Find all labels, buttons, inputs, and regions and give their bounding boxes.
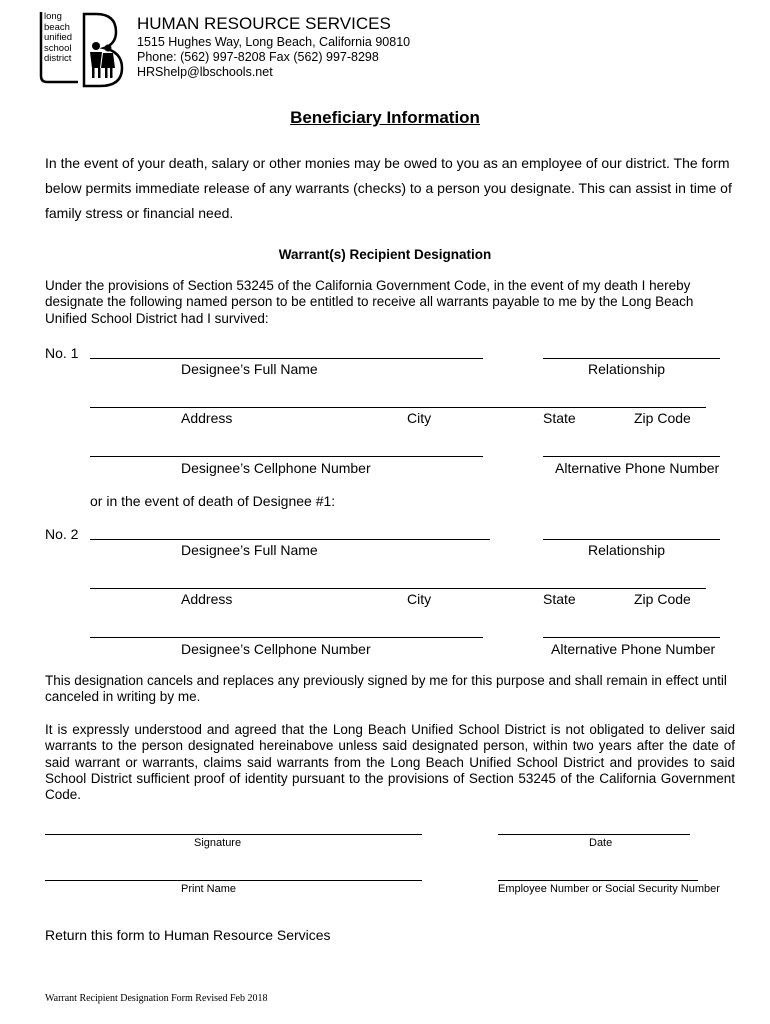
date-field[interactable] — [498, 834, 690, 835]
designee1-address-field[interactable] — [90, 407, 706, 408]
designee2-address-field[interactable] — [90, 588, 706, 589]
date-label: Date — [589, 837, 613, 849]
cancellation-paragraph: This designation cancels and replaces any previously signed by me for this purpose and shall remain in effect until canceled in writing by me. — [45, 673, 727, 705]
designee2-cellphone-field[interactable] — [90, 637, 483, 638]
employee-number-label: Employee Number or Social Security Number — [498, 883, 720, 895]
district-logo — [36, 10, 126, 90]
designee1-zip-label: Zip Code — [634, 410, 691, 426]
department-address: 1515 Hughes Way, Long Beach, California 90810 — [137, 35, 411, 49]
designee2-number: No. 2 — [45, 526, 79, 542]
designee1-full-name-label: Designee’s Full Name — [181, 361, 318, 377]
intro-line-2: below permits immediate release of any warrants (checks) to a person you designate. This can assist in time of — [45, 180, 732, 196]
alternate-designee-text: or in the event of death of Designee #1: — [90, 493, 336, 509]
designee1-state-label: State — [543, 410, 576, 426]
designee1-address-label: Address — [181, 410, 233, 426]
print-name-label: Print Name — [181, 883, 237, 895]
designee2-city-label: City — [407, 591, 432, 607]
designee2-relationship-label: Relationship — [587, 542, 666, 558]
designee1-city-label: City — [407, 410, 432, 426]
designee1-cellphone-label: Designee’s Cellphone Number — [181, 460, 371, 476]
department-email: HRShelp@lbschools.net — [137, 65, 273, 79]
provision-paragraph: Under the provisions of Section 53245 of the California Government Code, in the event of my death I hereby designate the following named person to be entitled to receive all warrants payable to me by the Long Beach Unified School District had I survived: — [45, 278, 694, 326]
intro-line-3: family stress or financial need. — [45, 205, 234, 221]
page-title: Beneficiary Information — [290, 108, 480, 127]
print-name-field[interactable] — [45, 880, 422, 881]
designee1-alt-phone-field[interactable] — [543, 456, 720, 457]
designee2-address-label: Address — [181, 591, 233, 607]
designee2-cellphone-label: Designee’s Cellphone Number — [181, 641, 371, 657]
department-title: HUMAN RESOURCE SERVICES — [137, 14, 391, 33]
agreement-paragraph: It is expressly understood and agreed that the Long Beach Unified School District is not obligated to deliver said warrants to the person designated hereinabove unless said designated person, within two years after the date of said warrant or warrants, claims said warrants from the Long Beach Unified School District and provides to said School District sufficient proof of identity pursuant to the provisions of Section 53245 of the California Government Code. — [45, 722, 735, 803]
section-heading: Warrant(s) Recipient Designation — [278, 247, 492, 262]
designee2-alt-phone-field[interactable] — [543, 637, 720, 638]
department-phone: Phone: (562) 997-8208 Fax (562) 997-8298 — [137, 50, 379, 64]
designee1-relationship-field[interactable] — [543, 358, 720, 359]
return-instruction: Return this form to Human Resource Services — [45, 927, 331, 943]
logo-wordmark: long beach unified school district — [44, 11, 72, 64]
designee2-relationship-field[interactable] — [543, 539, 720, 540]
employee-number-field[interactable] — [498, 880, 698, 881]
designee2-full-name-label: Designee’s Full Name — [181, 542, 318, 558]
designee1-cellphone-field[interactable] — [90, 456, 483, 457]
signature-label: Signature — [194, 837, 242, 849]
designee2-zip-label: Zip Code — [634, 591, 691, 607]
designee2-state-label: State — [543, 591, 576, 607]
form-revision-note: Warrant Recipient Designation Form Revised Feb 2018 — [45, 993, 268, 1004]
designee1-number: No. 1 — [45, 345, 79, 361]
designee1-alt-phone-label: Alternative Phone Number — [555, 460, 720, 476]
designee1-relationship-label: Relationship — [587, 361, 666, 377]
designee1-full-name-field[interactable] — [90, 358, 483, 359]
signature-field[interactable] — [45, 834, 422, 835]
designee2-alt-phone-label: Alternative Phone Number — [551, 641, 716, 657]
intro-line-1: In the event of your death, salary or other monies may be owed to you as an employee of our district. The form — [45, 155, 730, 171]
designee2-full-name-field[interactable] — [90, 539, 490, 540]
